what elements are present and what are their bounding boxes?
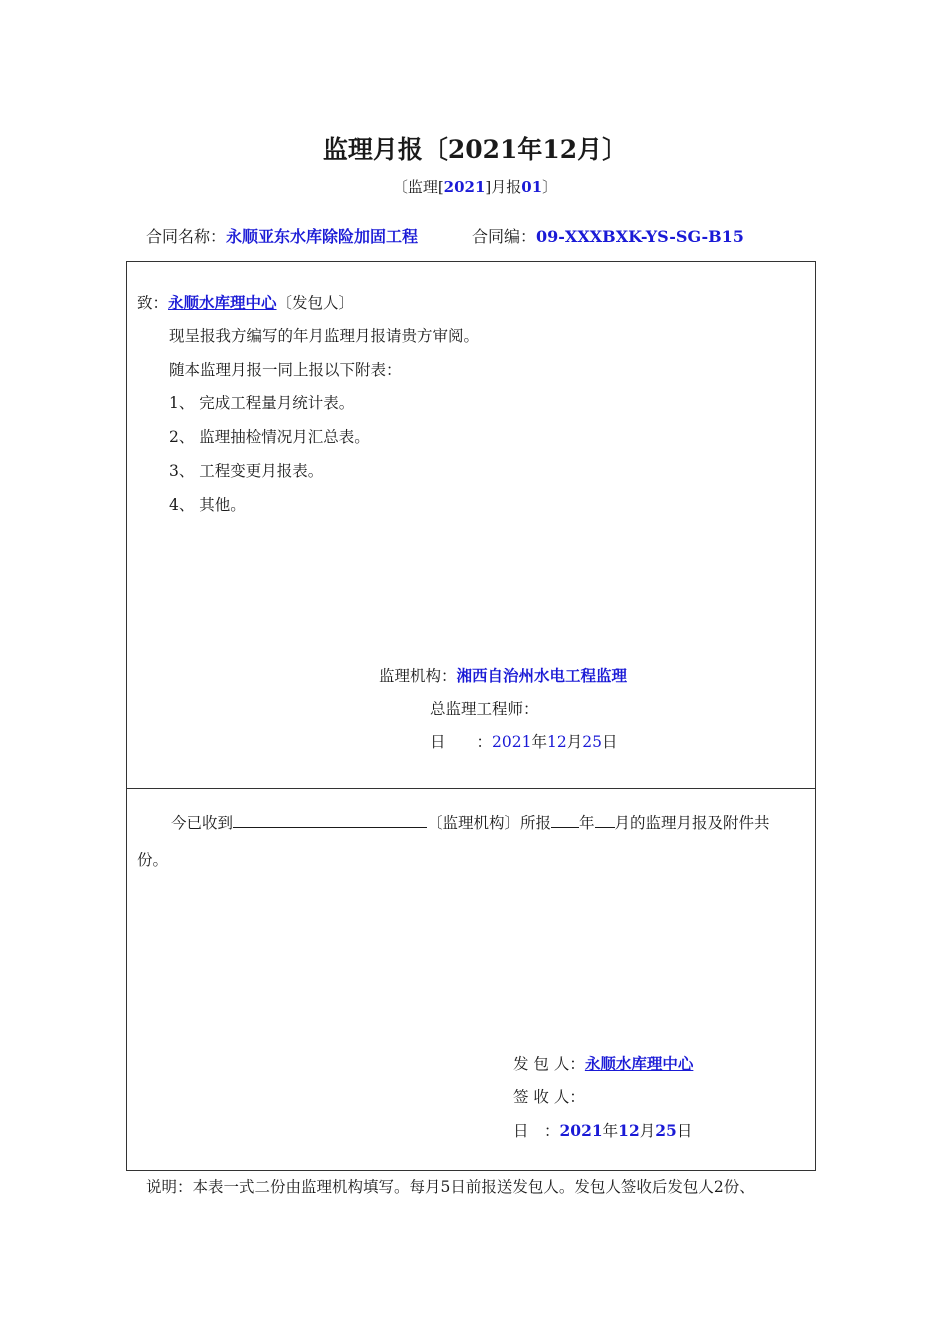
attachment-item: 3、 工程变更月报表。: [169, 462, 324, 480]
contract-name: [146, 224, 418, 247]
contract-code-label: 合同编：: [472, 227, 537, 246]
supervision-org: 监理机构：湘西自治州水电工程监理: [379, 666, 628, 685]
contract-name-label: 合同名称：: [146, 227, 227, 246]
attachment-item: 1、 完成工程量月统计表。: [169, 394, 355, 412]
receipt-statement-end: 份。: [137, 851, 169, 869]
supervision-org-value: 湘西自治州水电工程监理: [456, 666, 628, 685]
blank-year[interactable]: [551, 811, 579, 828]
employer-value: 永顺水库理中心: [584, 1054, 694, 1073]
submission-date: 日 ：2021年12月25日: [430, 733, 618, 751]
employer: 发 包 人：永顺水库理中心: [513, 1054, 694, 1073]
page-title: 监理月报〔2021年12月〕: [322, 135, 628, 164]
blank-org[interactable]: [233, 811, 427, 828]
signer: 签 收 人：: [513, 1088, 585, 1106]
contract-code: [472, 224, 744, 247]
document-number: 〔监理[2021]月报01〕: [392, 178, 558, 196]
addressee: 致：永顺水库理中心〔发包人〕: [137, 293, 355, 312]
contract-code-value: 09-XXXBXK-YS-SG-B15: [536, 227, 744, 246]
submission-section: [126, 261, 816, 789]
contract-name-value: 永顺亚东水库除险加固工程: [226, 227, 419, 246]
receipt-statement: 今已收到 〔监理机构〕所报 年 月的监理月报及附件共: [171, 811, 770, 833]
attachment-item: 4、 其他。: [169, 496, 246, 514]
intro-text: 现呈报我方编写的年月监理月报请贵方审阅。: [169, 327, 480, 345]
receipt-section: [126, 787, 816, 1171]
chief-engineer: 总监理工程师：: [430, 700, 539, 718]
attachment-item: 2、 监理抽检情况月汇总表。: [169, 428, 370, 446]
blank-month[interactable]: [595, 811, 615, 828]
addressee-value: 永顺水库理中心: [168, 293, 277, 312]
attachments-intro: 随本监理月报一同上报以下附表：: [169, 361, 402, 379]
footnote: 说明：本表一式二份由监理机构填写。每月5日前报送发包人。发包人签收后发包人2份、: [146, 1178, 755, 1196]
receipt-date: 日 ：2021年12月25日: [513, 1121, 693, 1140]
